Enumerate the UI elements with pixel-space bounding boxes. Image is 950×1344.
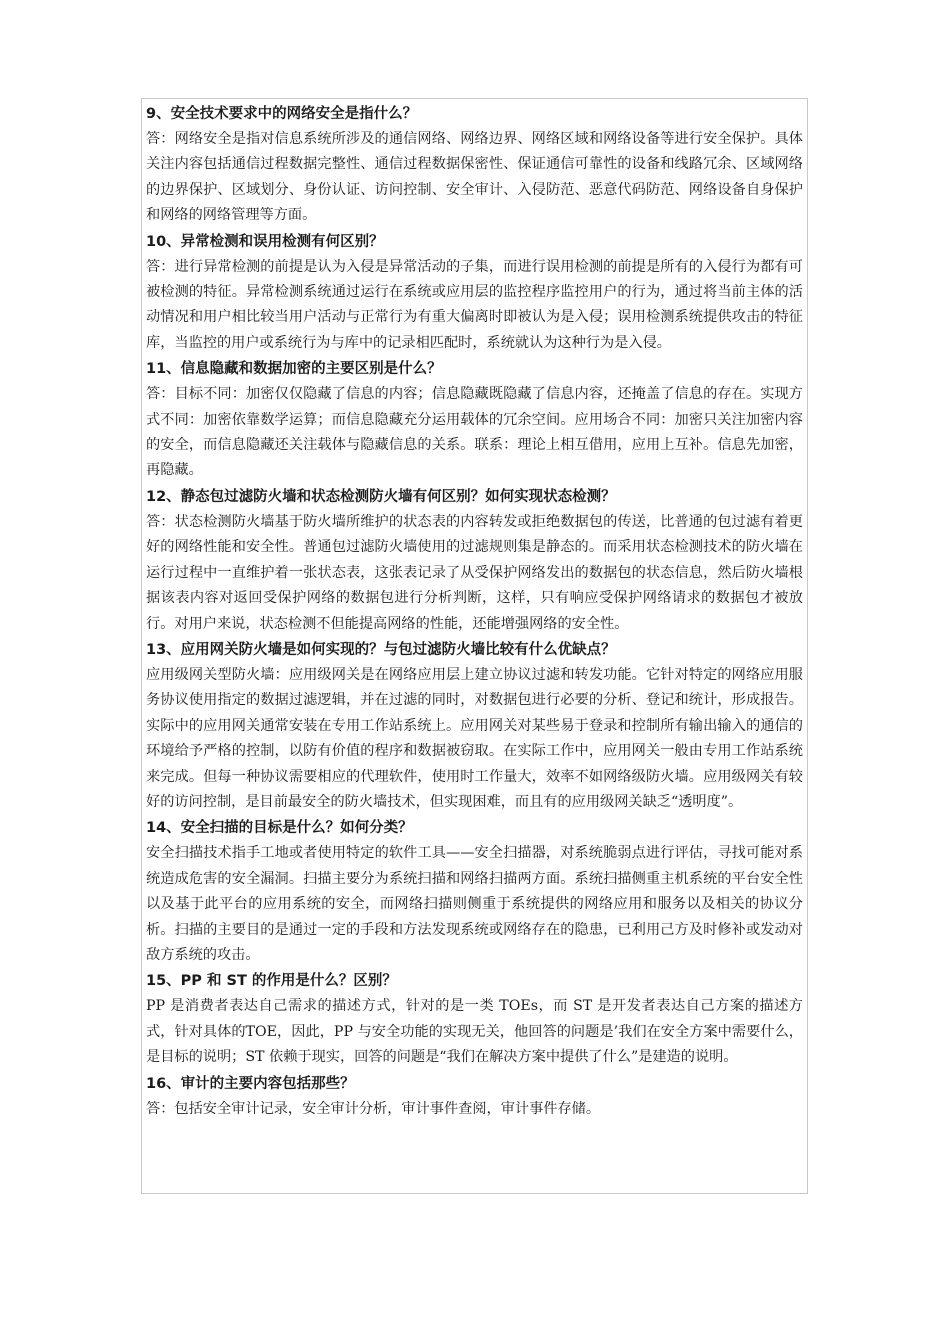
answer-paragraph: 答：进行异常检测的前提是认为入侵是异常活动的子集，而进行误用检测的前提是所有的入侵行为都有可被检测的特征。异常检测系统通过运行在系统或应用层的监控程序监控用户的行为，通过将当前主体的活动情况和用户相比较当用户活动与正常行为有重大偏离时即被认为是入侵；误用检测系统提供攻击的特征库，当监控的用户或系统行为与库中的记录相匹配时，系统就认为这种行为是入侵。 (146, 258, 803, 351)
question-heading: 15、PP 和 ST 的作用是什么？区别？ (146, 973, 397, 990)
answer-paragraph: 应用级网关型防火墙：应用级网关是在网络应用层上建立协议过滤和转发功能。它针对特定的网络应用服务协议使用指定的数据过滤逻辑，并在过滤的同时，对数据包进行必要的分析、登记和统计，形成报告。实际中的应用网关通常安装在专用工作站系统上。应用网关对某些易于登录和控制所有输出输入的通信的环境给予严格的控制，以防有价值的程序和数据被窃取。在实际工作中，应用网关一般由专用工作站系统来完成。但每一种协议需要相应的代理软件，使用时工作量大，效率不如网络级防火墙。应用级网关有较好的访问控制，是目前最安全的防火墙技术，但实现困难，而且有的应用级网关缺乏“透明度”。 (146, 666, 803, 810)
document-page (141, 98, 808, 1194)
question-heading: 16、审计的主要内容包括那些？ (146, 1075, 355, 1092)
question-heading: 9、安全技术要求中的网络安全是指什么？ (146, 106, 418, 122)
question-heading: 13、应用网关防火墙是如何实现的？与包过滤防火墙比较有什么优缺点？ (146, 641, 616, 658)
answer-paragraph: 答：网络安全是指对信息系统所涉及的通信网络、网络边界、网络区域和网络设备等进行安全保护。具体关注内容包括通信过程数据完整性、通信过程数据保密性、保证通信可靠性的设备和线路冗余、区域网络的边界保护、区域划分、身份认证、访问控制、安全审计、入侵防范、恶意代码防范、网络设备自身保护和网络的网络管理等方面。 (146, 131, 803, 224)
question-heading: 11、信息隐藏和数据加密的主要区别是什么？ (146, 361, 442, 378)
question-heading: 10、异常检测和误用检测有何区别？ (146, 233, 384, 250)
answer-paragraph: 答：状态检测防火墙基于防火墙所维护的状态表的内容转发或拒绝数据包的传送，比普通的包过滤有着更好的网络性能和安全性。普通包过滤防火墙使用的过滤规则集是静态的。而采用状态检测技术的防火墙在运行过程中一直维护着一张状态表，这张表记录了从受保护网络发出的数据包的状态信息，然后防火墙根据该表内容对返回受保护网络的数据包进行分析判断，这样，只有响应受保护网络请求的数据包才被放行。对用户来说，状态检测不但能提高网络的性能，还能增强网络的安全性。 (146, 513, 803, 632)
qa-item-12 (146, 484, 803, 637)
answer-paragraph: 答：包括安全审计记录，安全审计分析，审计事件查阅，审计事件存储。 (146, 1100, 601, 1117)
answer-paragraph: 答：目标不同：加密仅仅隐藏了信息的内容；信息隐藏既隐藏了信息内容，还掩盖了信息的存在。实现方式不同：加密依靠数学运算；而信息隐藏充分运用载体的冗余空间。应用场合不同：加密只关注加密内容的安全，而信息隐藏还关注载体与隐藏信息的关系。联系：理论上相互借用，应用上互补。信息先加密，再隐藏。 (146, 386, 803, 479)
qa-item-14 (146, 815, 803, 968)
qa-item-11 (146, 356, 803, 484)
question-heading: 14、安全扫描的目标是什么？如何分类？ (146, 820, 413, 837)
answer-paragraph: 安全扫描技术指手工地或者使用特定的软件工具——安全扫描器，对系统脆弱点进行评估，寻找可能对系统造成危害的安全漏洞。扫描主要分为系统扫描和网络扫描两方面。系统扫描侧重主机系统的平台安全性以及基于此平台的应用系统的安全，而网络扫描则侧重于系统提供的网络应用和服务以及相关的协议分析。扫描的主要目的是通过一定的手段和方法发现系统或网络存在的隐患，已利用己方及时修补或发动对敌方系统的攻击。 (146, 845, 803, 963)
qa-item-13 (146, 637, 803, 815)
question-heading: 12、静态包过滤防火墙和状态检测防火墙有何区别？如何实现状态检测？ (146, 488, 616, 505)
qa-item-10 (146, 229, 803, 357)
qa-item-15 (146, 968, 803, 1070)
answer-paragraph: PP 是消费者表达自己需求的描述方式，针对的是一类 TOEs，而 ST 是开发者表达自己方案的描述方式，针对具体的TOE，因此，PP 与安全功能的实现无关，他回答的问题是’我们在安全方案中需要什么，是目标的说明；ST 依赖于现实，回答的问题是“我们在解决方案中提供了什么”是建造的说明。 (146, 998, 803, 1066)
qa-item-9 (146, 101, 803, 229)
qa-item-16 (146, 1071, 803, 1122)
